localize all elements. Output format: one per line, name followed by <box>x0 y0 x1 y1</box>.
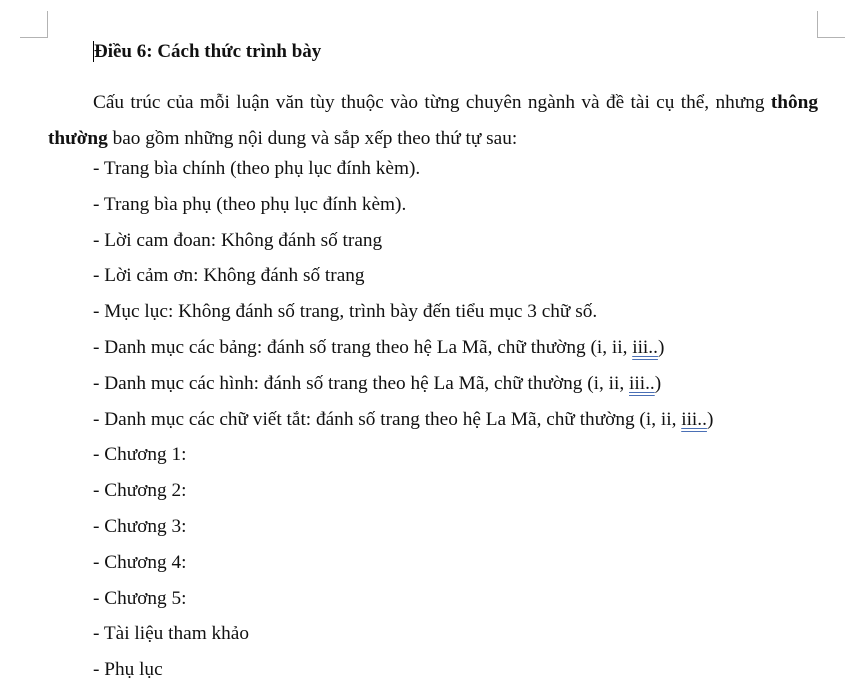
list-item-text: - Mục lục: Không đánh số trang, trình bày đến tiểu mục 3 chữ số. <box>93 301 598 323</box>
margin-mark-top-left <box>20 11 48 38</box>
list-item[interactable] <box>93 509 713 545</box>
list-item-text: - Chương 5: <box>93 587 187 609</box>
list-item[interactable] <box>93 652 713 688</box>
margin-mark-top-right <box>817 11 845 38</box>
list-item[interactable] <box>93 258 713 294</box>
grammar-flagged-word[interactable]: iii.. <box>629 372 655 394</box>
list-item-text: - Tài liệu tham khảo <box>93 623 249 645</box>
list-item-text: - Chương 1: <box>93 444 187 466</box>
structure-list <box>93 151 713 688</box>
list-item-text-end: ) <box>654 372 662 394</box>
list-item-text: - Danh mục các bảng: đánh số trang theo hệ La Mã, chữ thường (i, ii, <box>93 336 633 358</box>
intro-bold-text: thông thường <box>48 92 818 149</box>
list-item[interactable] <box>93 366 713 402</box>
list-item[interactable] <box>93 330 713 366</box>
list-item[interactable] <box>93 437 713 473</box>
list-item[interactable] <box>93 151 713 187</box>
list-item-text: - Chương 4: <box>93 551 187 573</box>
list-item-text-end: ) <box>706 408 714 430</box>
list-item[interactable] <box>93 402 713 438</box>
intro-paragraph[interactable] <box>48 85 818 157</box>
list-item-text: - Lời cam đoan: Không đánh số trang <box>93 229 383 251</box>
list-item[interactable] <box>93 545 713 581</box>
intro-text-end: bao gồm những nội dung và sắp xếp theo thứ tự sau: <box>107 128 518 149</box>
list-item[interactable] <box>93 581 713 617</box>
list-item-text: - Danh mục các chữ viết tắt: đánh số trang theo hệ La Mã, chữ thường (i, ii, <box>93 408 682 430</box>
list-item-text: - Chương 3: <box>93 515 187 537</box>
list-item-text: - Trang bìa chính (theo phụ lục đính kèm). <box>93 158 421 179</box>
list-item[interactable] <box>93 223 713 259</box>
list-item[interactable] <box>93 187 713 223</box>
list-item[interactable] <box>93 473 713 509</box>
intro-text-start: Cấu trúc của mỗi luận văn tùy thuộc vào từng chuyên ngành và đề tài cụ thể, nhưng <box>93 92 771 113</box>
grammar-flagged-word[interactable]: iii.. <box>681 408 707 430</box>
list-item-text-end: ) <box>657 336 665 358</box>
list-item[interactable] <box>93 294 713 330</box>
list-item[interactable] <box>93 616 713 652</box>
list-item-text: - Danh mục các hình: đánh số trang theo hệ La Mã, chữ thường (i, ii, <box>93 372 630 394</box>
list-item-text: - Trang bìa phụ (theo phụ lục đính kèm). <box>93 193 407 215</box>
list-item-text: - Chương 2: <box>93 480 187 502</box>
list-item-text: - Lời cảm ơn: Không đánh số trang <box>93 265 365 287</box>
article-heading[interactable]: Điều 6: Cách thức trình bày <box>94 41 322 62</box>
list-item-text: - Phụ lục <box>93 659 163 681</box>
grammar-flagged-word[interactable]: iii.. <box>632 336 658 358</box>
